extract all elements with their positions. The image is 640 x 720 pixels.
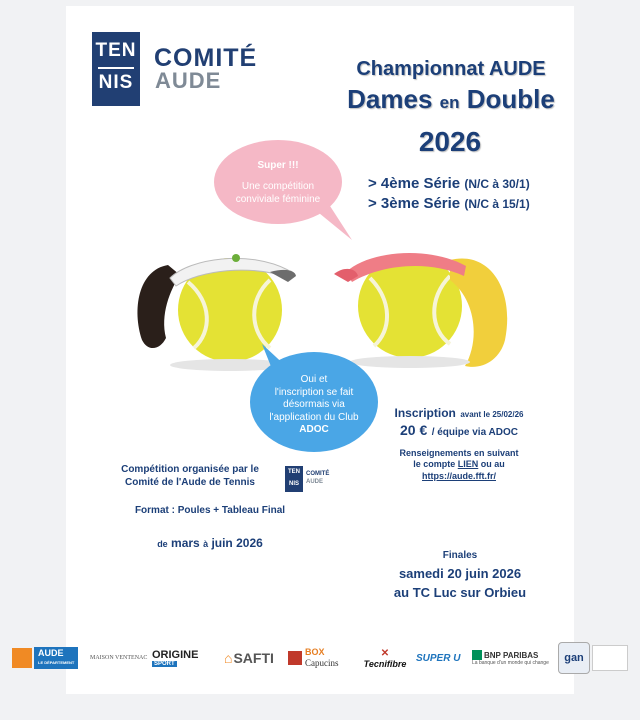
- serie-3-detail: (N/C à 15/1): [464, 197, 530, 211]
- blue-bubble-line5: ADOC: [299, 424, 329, 435]
- inscription-price: 20 €: [399, 422, 428, 438]
- sponsor-safti-name: SAFTI: [233, 650, 274, 666]
- sponsor-tecnifibre: [356, 636, 414, 680]
- pink-bubble-line3: conviviale féminine: [235, 194, 321, 205]
- inscription-deadline: avant le 25/02/26: [460, 410, 524, 419]
- serie-4-detail: (N/C à 30/1): [464, 177, 530, 191]
- sponsors-bar: [12, 636, 628, 680]
- renseignements-lien-link[interactable]: LIEN: [457, 459, 479, 469]
- sponsor-gan-card: [592, 636, 628, 680]
- sponsor-bnp: [472, 636, 556, 680]
- sponsor-capucins-name: Capucins: [305, 658, 339, 668]
- small-logo-comite: COMITÉ: [306, 471, 330, 477]
- pink-bubble-line2: Une compétition: [241, 181, 315, 192]
- logo-line1: TEN: [95, 40, 137, 61]
- logo-aude: AUDE: [155, 68, 222, 93]
- sponsor-box-capucins: [288, 636, 354, 680]
- renseignements-line1: Renseignements en suivant: [399, 448, 519, 458]
- sponsor-origine: [152, 636, 222, 680]
- blue-bubble-line2: l'inscription se fait: [274, 386, 354, 398]
- title-championnat: Championnat AUDE: [356, 58, 546, 80]
- serie-4-label: > 4ème Série: [368, 175, 461, 192]
- dates-line: [130, 536, 290, 550]
- small-tennis-logo: [285, 466, 303, 492]
- serie-3-label: > 3ème Série: [368, 195, 461, 212]
- pink-bubble-tail: [300, 200, 360, 246]
- inscription-price-detail: / équipe via ADOC: [431, 427, 519, 438]
- sponsor-superu: SUPER U: [416, 652, 461, 664]
- tecnifibre-icon: ✕: [380, 647, 390, 659]
- renseignements-line2: [384, 459, 534, 469]
- dates-de: de: [157, 539, 168, 549]
- logo-line2: NIS: [98, 72, 134, 93]
- sponsor-gan: [558, 636, 590, 680]
- blue-bubble-line4: l'application du Club: [269, 411, 359, 423]
- sponsor-ventenac: MAISON VENTENAC: [90, 655, 148, 661]
- blue-bubble-line1: Oui et: [300, 374, 328, 385]
- blue-bubble-text: [254, 374, 374, 437]
- logo-comite: COMITÉ: [154, 44, 258, 72]
- title-double: Double: [466, 84, 555, 114]
- dates-juin: juin 2026: [211, 536, 263, 550]
- logo-separator: [98, 67, 134, 69]
- small-logo-name: [306, 470, 329, 486]
- format-text: Format : Poules + Tableau Final: [134, 505, 286, 516]
- box-icon: [288, 651, 302, 665]
- inscription-price-line: [384, 422, 534, 440]
- small-logo-aude: AUDE: [306, 479, 324, 485]
- renseignements-ou: ou au: [480, 459, 505, 469]
- title-year: 2026: [418, 126, 482, 157]
- sponsor-tecnifibre-name: Tecnifibre: [363, 658, 407, 669]
- serie-3: [368, 195, 530, 212]
- inscription-line: [384, 404, 534, 422]
- title-dames-double: [330, 84, 572, 115]
- sponsor-safti: [224, 636, 286, 680]
- sponsor-origine-name: ORIGINE: [152, 649, 199, 661]
- organisation-text: [100, 463, 280, 489]
- title-dames: Dames: [347, 84, 433, 114]
- gan-agent-card: [592, 645, 628, 671]
- pink-bubble-text: [218, 159, 338, 206]
- sponsor-box-name: BOX: [305, 647, 325, 657]
- sponsor-gan-name: gan: [558, 642, 590, 674]
- sponsor-bnp-sub: La banque d'un monde qui change: [472, 660, 549, 666]
- aude-url-link[interactable]: https://aude.fft.fr/: [422, 471, 496, 481]
- tennis-logo: [92, 32, 140, 106]
- renseignements-compte: le compte: [413, 459, 456, 469]
- serie-4: [368, 175, 530, 192]
- finales-place: au TC Luc sur Orbieu: [393, 585, 527, 600]
- sponsor-origine-sub: SPORT: [154, 661, 175, 667]
- inscription-label: Inscription: [394, 406, 456, 420]
- dates-a: à: [203, 539, 209, 549]
- dates-mars: mars: [171, 536, 200, 550]
- sponsor-aude: [12, 636, 88, 680]
- small-logo-line1: TEN: [288, 469, 300, 475]
- pink-bubble-line1: Super !!!: [257, 160, 299, 171]
- sponsor-aude-sub: LE DÉPARTEMENT: [38, 660, 75, 665]
- finales-label: Finales: [442, 550, 478, 561]
- small-logo-line2: NIS: [288, 481, 299, 487]
- bnp-stars-icon: [472, 650, 482, 660]
- sponsor-bnp-name: BNP PARIBAS: [484, 650, 539, 660]
- organisation-line2: Comité de l'Aude de Tennis: [125, 477, 255, 488]
- organisation-line1: Compétition organisée par le: [121, 464, 259, 475]
- title-en: en: [439, 93, 460, 112]
- safti-house-icon: ⌂: [224, 650, 233, 666]
- finales-date: samedi 20 juin 2026: [398, 566, 522, 581]
- blue-bubble-line3: désormais via: [283, 399, 345, 410]
- sponsor-aude-name: AUDE: [38, 648, 64, 658]
- aude-logo-icon: [12, 648, 32, 668]
